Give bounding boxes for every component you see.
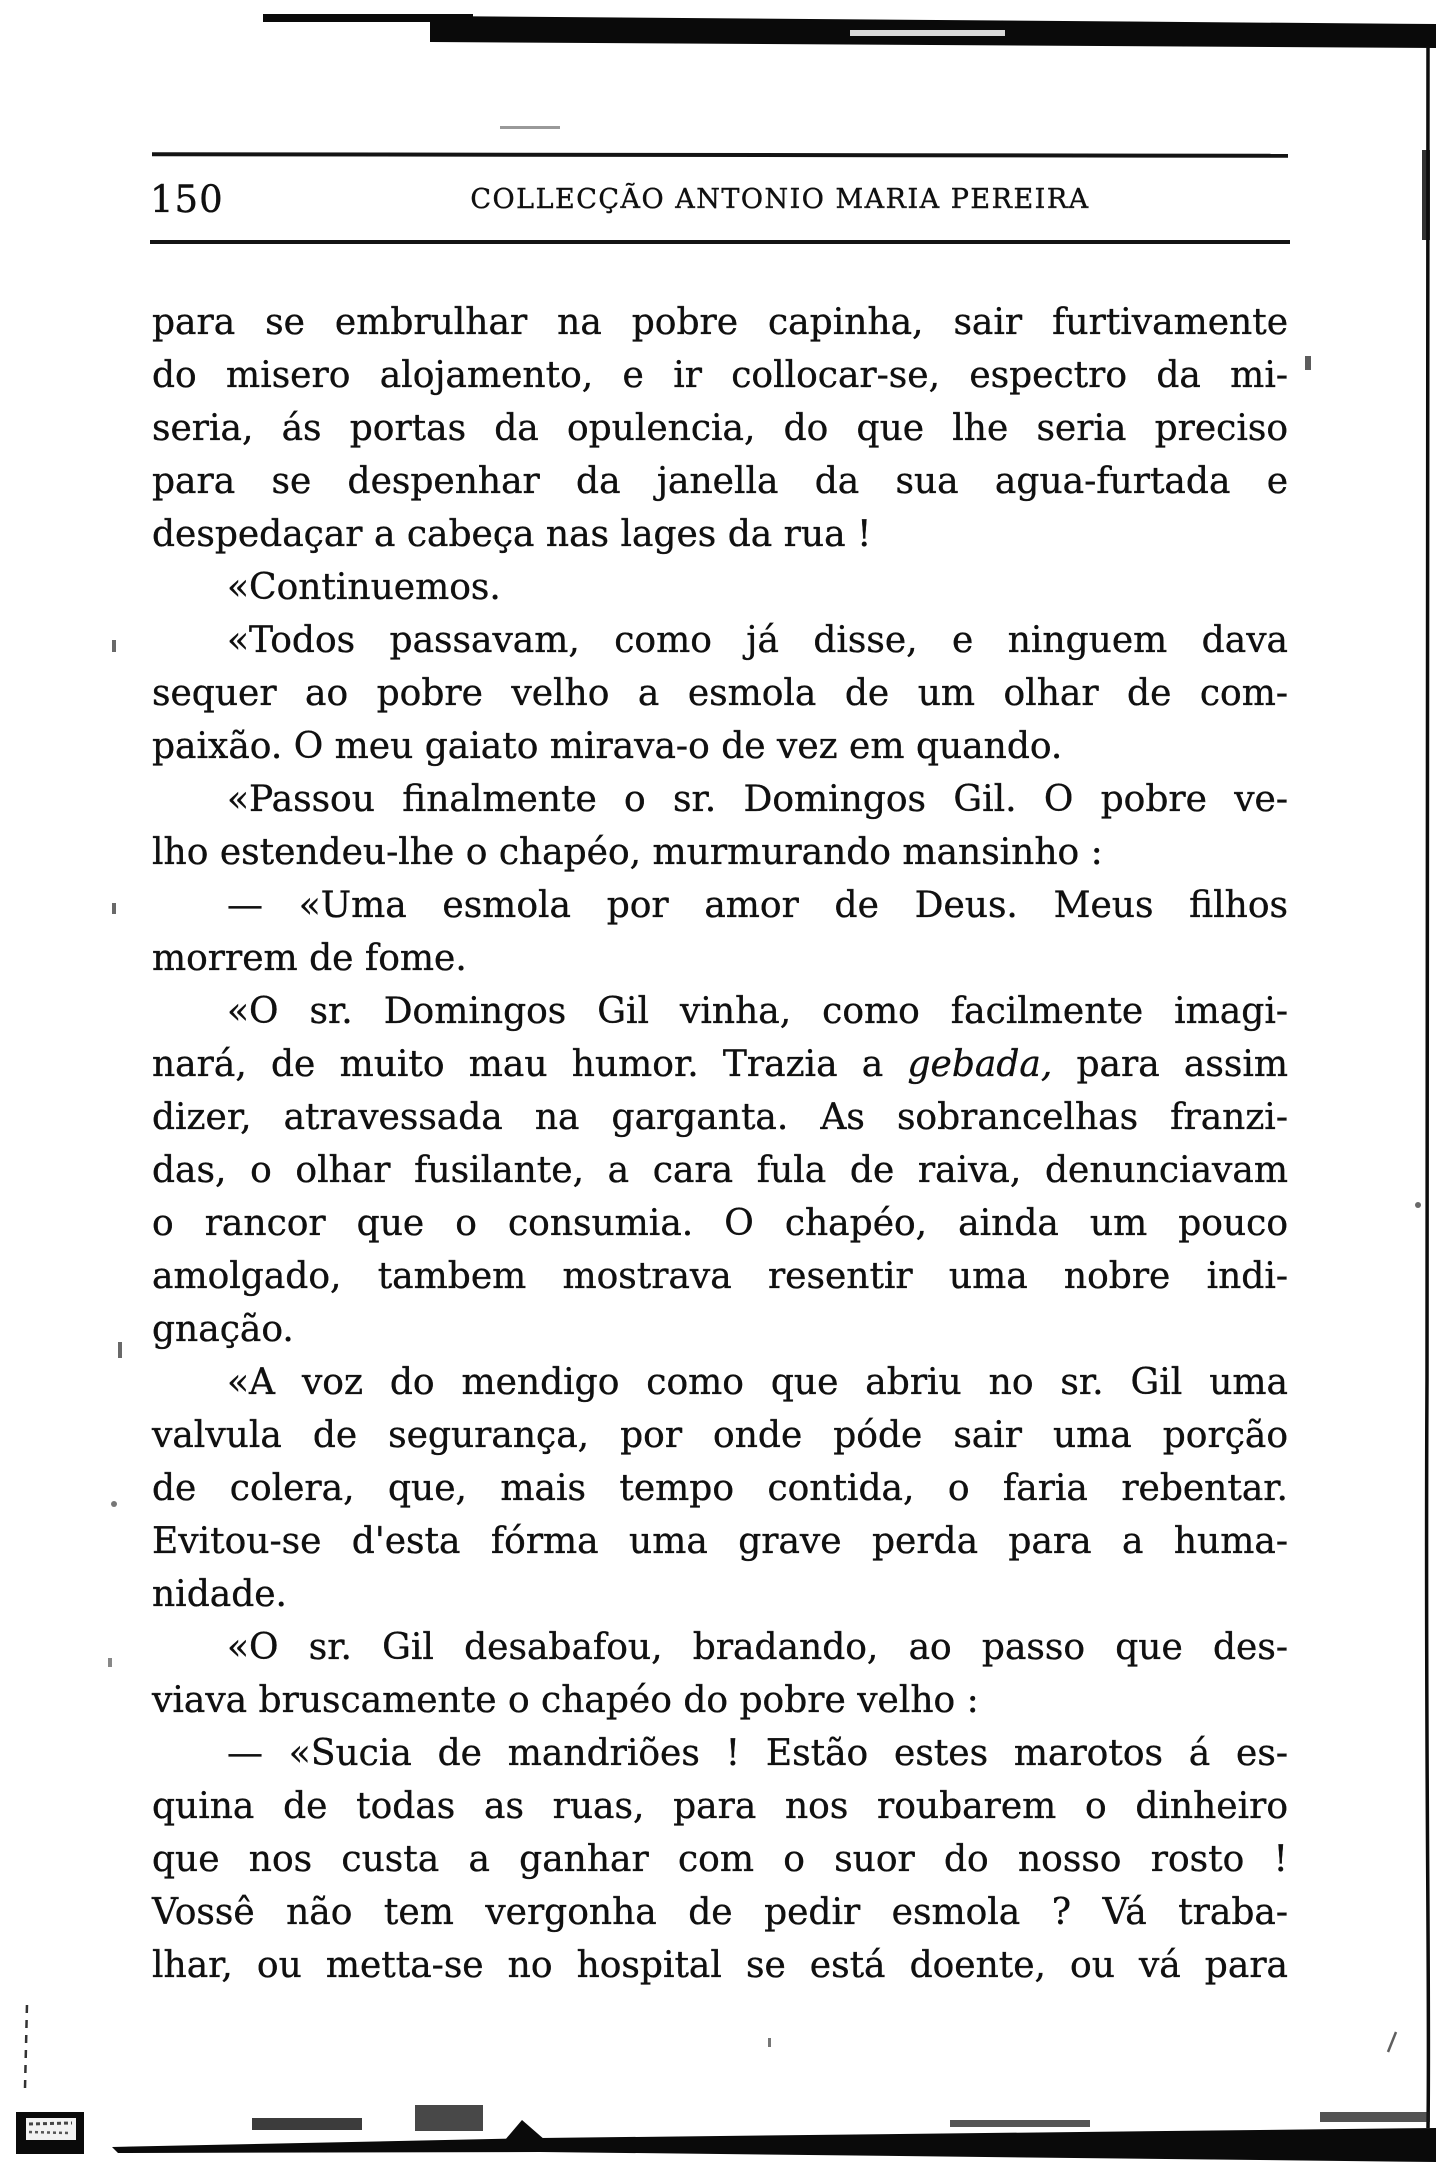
scan-left-dashed-line bbox=[25, 2004, 27, 2088]
ink-speck bbox=[111, 1501, 117, 1507]
text-segment: para se embrulhar na pobre capinha, sair furtivamente bbox=[152, 302, 1288, 343]
text-segment: que nos custa a ganhar com o suor do nosso rosto ! bbox=[152, 1839, 1288, 1880]
ink-speck bbox=[118, 1342, 122, 1358]
text-segment: para se despenhar da janella da sua agua-furtada e bbox=[152, 461, 1288, 502]
text-segment: «Continuemos. bbox=[227, 567, 501, 608]
text-segment: «A voz do mendigo como que abriu no sr. Gil uma bbox=[227, 1362, 1288, 1403]
ink-speck bbox=[768, 2038, 771, 2047]
ink-speck bbox=[112, 903, 116, 914]
text-segment: «Todos passavam, como já disse, e ninguem dava bbox=[227, 620, 1288, 661]
scan-bottom-bar bbox=[112, 2128, 1436, 2162]
text-segment: lho estendeu-lhe o chapéo, murmurando mansinho : bbox=[152, 832, 1103, 873]
scan-top-bar-streak bbox=[850, 30, 1005, 36]
text-segment: Evitou-se d'esta fórma uma grave perda para a huma- bbox=[152, 1521, 1288, 1562]
scan-bottom-smudge-a bbox=[252, 2118, 362, 2130]
running-title: COLLECÇÃO ANTONIO MARIA PEREIRA bbox=[470, 184, 1090, 215]
text-segment: o rancor que o consumia. O chapéo, ainda um pouco bbox=[152, 1203, 1288, 1244]
text-segment: sequer ao pobre velho a esmola de um olhar de com- bbox=[152, 673, 1288, 714]
scan-corner-label bbox=[26, 2118, 76, 2140]
ink-speck bbox=[1388, 2032, 1396, 2052]
text-segment: nidade. bbox=[152, 1574, 287, 1615]
text-segment: dizer, atravessada na garganta. As sobrancelhas franzi- bbox=[152, 1097, 1288, 1138]
text-segment: seria, ás portas da opulencia, do que lhe seria preciso bbox=[152, 408, 1288, 449]
scan-bottom-smudge-b bbox=[415, 2105, 483, 2131]
text-segment: nará, de muito mau humor. Trazia a bbox=[152, 1044, 908, 1085]
scan-bottom-smudge-d bbox=[1320, 2112, 1430, 2122]
text-segment: — «Sucia de mandriões ! Estão estes marotos á es- bbox=[227, 1733, 1288, 1774]
text-segment: despedaçar a cabeça nas lages da rua ! bbox=[152, 514, 872, 555]
text-segment: de colera, que, mais tempo contida, o faria rebentar. bbox=[152, 1468, 1288, 1509]
ink-speck bbox=[112, 640, 116, 652]
ink-speck bbox=[1305, 356, 1311, 370]
text-segment: — «Uma esmola por amor de Deus. Meus filhos bbox=[227, 885, 1288, 926]
page-number: 150 bbox=[150, 178, 224, 221]
ink-speck bbox=[1415, 1202, 1421, 1208]
text-segment: viava bruscamente o chapéo do pobre velho : bbox=[152, 1680, 979, 1721]
text-segment: gnação. bbox=[152, 1309, 294, 1350]
text-segment: Vossê não tem vergonha de pedir esmola ? Vá traba- bbox=[152, 1892, 1288, 1933]
text-segment: «O sr. Gil desabafou, bradando, ao passo que des- bbox=[227, 1627, 1288, 1668]
text-segment-italic: gebada, bbox=[907, 1044, 1053, 1085]
text-segment: do misero alojamento, e ir collocar-se, espectro da mi- bbox=[152, 355, 1288, 396]
text-segment: das, o olhar fusilante, a cara fula de raiva, denunciavam bbox=[152, 1150, 1288, 1191]
scan-bottom-smudge-c bbox=[950, 2120, 1090, 2127]
text-segment: para assim bbox=[1052, 1044, 1288, 1085]
text-segment: «O sr. Domingos Gil vinha, como facilmente imagi- bbox=[227, 991, 1288, 1032]
text-segment: paixão. O meu gaiato mirava-o de vez em quando. bbox=[152, 726, 1063, 767]
text-segment: amolgado, tambem mostrava resentir uma nobre indi- bbox=[152, 1256, 1288, 1297]
ink-speck bbox=[108, 1658, 112, 1667]
scan-bottom-smudge-center bbox=[505, 2120, 545, 2140]
text-segment: valvula de segurança, por onde póde sair uma porção bbox=[152, 1415, 1288, 1456]
text-segment: lhar, ou metta-se no hospital se está doente, ou vá para bbox=[152, 1945, 1288, 1986]
scan-right-edge-line bbox=[1427, 46, 1429, 2128]
text-segment: quina de todas as ruas, para nos roubarem o dinheiro bbox=[152, 1786, 1288, 1827]
ink-speck bbox=[500, 126, 560, 129]
text-segment: «Passou finalmente o sr. Domingos Gil. O pobre ve- bbox=[227, 779, 1288, 820]
text-segment: morrem de fome. bbox=[152, 938, 467, 979]
scan-right-edge-blot bbox=[1422, 150, 1430, 240]
